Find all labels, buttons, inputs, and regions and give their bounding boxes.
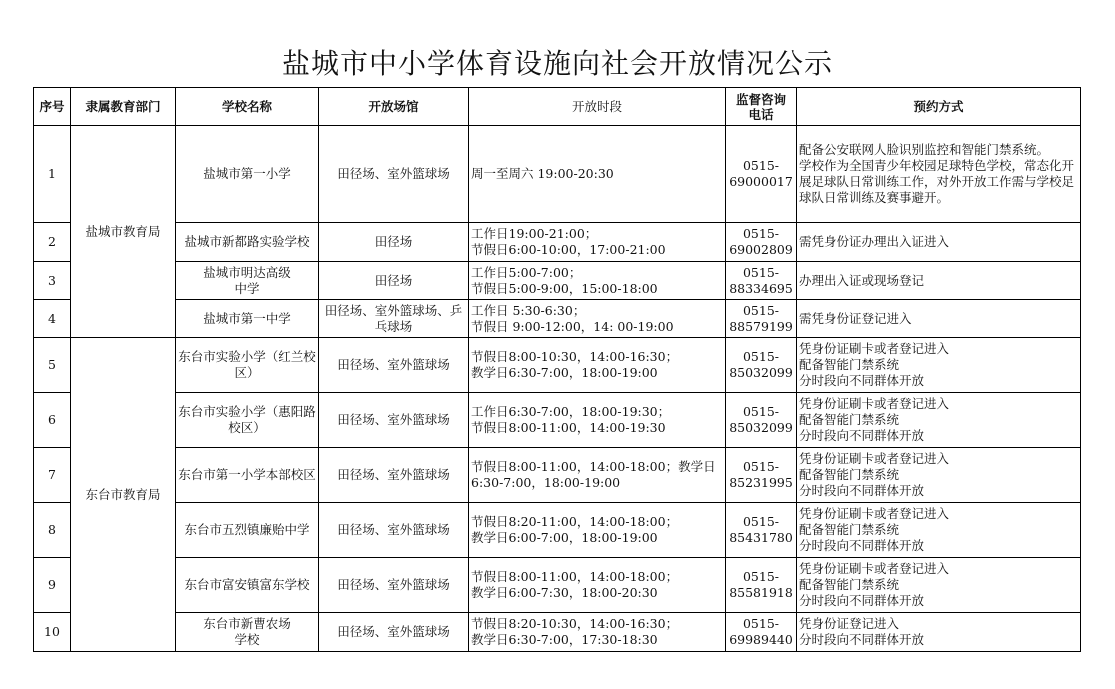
- booking-method: 凭身份证登记进入 分时段向不同群体开放: [797, 613, 1081, 652]
- header-hours: 开放时段: [469, 88, 726, 126]
- header-booking: 预约方式: [797, 88, 1081, 126]
- phone: 0515- 85431780: [726, 503, 797, 558]
- row-number: 10: [34, 613, 71, 652]
- open-hours: 工作日19:00-21:00； 节假日6:00-10:00，17:00-21:00: [469, 223, 726, 262]
- row-number: 1: [34, 126, 71, 223]
- header-school: 学校名称: [176, 88, 319, 126]
- header-no: 序号: [34, 88, 71, 126]
- phone: 0515- 69989440: [726, 613, 797, 652]
- venue: 田径场、室外篮球场、乒乓球场: [319, 300, 469, 338]
- header-venue: 开放场馆: [319, 88, 469, 126]
- booking-method: 凭身份证刷卡或者登记进入 配备智能门禁系统 分时段向不同群体开放: [797, 393, 1081, 448]
- row-number: 6: [34, 393, 71, 448]
- venue: 田径场、室外篮球场: [319, 126, 469, 223]
- table-row: [34, 262, 1081, 300]
- venue: 田径场、室外篮球场: [319, 613, 469, 652]
- row-number: 9: [34, 558, 71, 613]
- booking-method: 配备公安联网人脸识别监控和智能门禁系统。 学校作为全国青少年校园足球特色学校，常态化开展足球队日常训练工作，对外开放工作需与学校足球队日常训练及赛事避开。: [797, 126, 1081, 223]
- open-hours: 工作日6:30-7:00，18:00-19:30； 节假日8:00-11:00，14:00-19:30: [469, 393, 726, 448]
- venue: 田径场、室外篮球场: [319, 338, 469, 393]
- booking-method: 需凭身份证办理出入证进入: [797, 223, 1081, 262]
- open-hours: 节假日8:00-10:30，14:00-16:30； 教学日6:30-7:00，18:00-19:00: [469, 338, 726, 393]
- table-row: [34, 300, 1081, 338]
- header-department: 隶属教育部门: [71, 88, 176, 126]
- venue: 田径场、室外篮球场: [319, 503, 469, 558]
- table-row: [34, 223, 1081, 262]
- phone: 0515- 88334695: [726, 262, 797, 300]
- row-number: 2: [34, 223, 71, 262]
- school-name: 东台市第一小学本部校区: [176, 448, 319, 503]
- open-hours: 节假日8:20-10:30，14:00-16:30； 教学日6:30-7:00，17:30-18:30: [469, 613, 726, 652]
- venue: 田径场、室外篮球场: [319, 393, 469, 448]
- phone: 0515- 88579199: [726, 300, 797, 338]
- phone: 0515- 85231995: [726, 448, 797, 503]
- page-title: 盐城市中小学体育设施向社会开放情况公示: [281, 47, 833, 80]
- header-phone: 监督咨询 电话: [726, 88, 797, 126]
- booking-method: 凭身份证刷卡或者登记进入 配备智能门禁系统 分时段向不同群体开放: [797, 448, 1081, 503]
- facility-table: [33, 87, 1081, 652]
- phone: 0515- 85032099: [726, 393, 797, 448]
- school-name: 东台市实验小学（惠阳路校区）: [176, 393, 319, 448]
- table-header-row: [34, 88, 1081, 126]
- open-hours: 节假日8:20-11:00，14:00-18:00； 教学日6:00-7:00，18:00-19:00: [469, 503, 726, 558]
- row-number: 7: [34, 448, 71, 503]
- row-number: 4: [34, 300, 71, 338]
- venue: 田径场、室外篮球场: [319, 448, 469, 503]
- row-number: 5: [34, 338, 71, 393]
- department-cell: 东台市教育局: [71, 338, 176, 652]
- venue: 田径场、室外篮球场: [319, 558, 469, 613]
- table-row: [34, 448, 1081, 503]
- open-hours: 工作日5:00-7:00； 节假日5:00-9:00，15:00-18:00: [469, 262, 726, 300]
- table-row: [34, 393, 1081, 448]
- open-hours: 节假日8:00-11:00，14:00-18:00； 教学日6:00-7:30，18:00-20:30: [469, 558, 726, 613]
- row-number: 3: [34, 262, 71, 300]
- table-row: [34, 126, 1081, 223]
- phone: 0515- 69000017: [726, 126, 797, 223]
- row-number: 8: [34, 503, 71, 558]
- venue: 田径场: [319, 223, 469, 262]
- school-name: 盐城市明达高级 中学: [176, 262, 319, 300]
- phone: 0515- 85032099: [726, 338, 797, 393]
- phone: 0515- 69002809: [726, 223, 797, 262]
- school-name: 盐城市第一中学: [176, 300, 319, 338]
- booking-method: 凭身份证刷卡或者登记进入 配备智能门禁系统 分时段向不同群体开放: [797, 338, 1081, 393]
- school-name: 东台市富安镇富东学校: [176, 558, 319, 613]
- table-row: [34, 503, 1081, 558]
- phone: 0515- 85581918: [726, 558, 797, 613]
- open-hours: 周一至周六 19:00-20:30: [469, 126, 726, 223]
- open-hours: 工作日 5:30-6:30； 节假日 9:00-12:00，14: 00-19:00: [469, 300, 726, 338]
- booking-method: 凭身份证刷卡或者登记进入 配备智能门禁系统 分时段向不同群体开放: [797, 558, 1081, 613]
- table-row: [34, 338, 1081, 393]
- venue: 田径场: [319, 262, 469, 300]
- table-row: [34, 558, 1081, 613]
- school-name: 盐城市新都路实验学校: [176, 223, 319, 262]
- table-row: [34, 613, 1081, 652]
- school-name: 东台市新曹农场 学校: [176, 613, 319, 652]
- booking-method: 需凭身份证登记进入: [797, 300, 1081, 338]
- school-name: 东台市五烈镇廉贻中学: [176, 503, 319, 558]
- open-hours: 节假日8:00-11:00，14:00-18:00；教学日6:30-7:00，18:00-19:00: [469, 448, 726, 503]
- booking-method: 凭身份证刷卡或者登记进入 配备智能门禁系统 分时段向不同群体开放: [797, 503, 1081, 558]
- school-name: 东台市实验小学（红兰校区）: [176, 338, 319, 393]
- department-cell: 盐城市教育局: [71, 126, 176, 338]
- school-name: 盐城市第一小学: [176, 126, 319, 223]
- booking-method: 办理出入证或现场登记: [797, 262, 1081, 300]
